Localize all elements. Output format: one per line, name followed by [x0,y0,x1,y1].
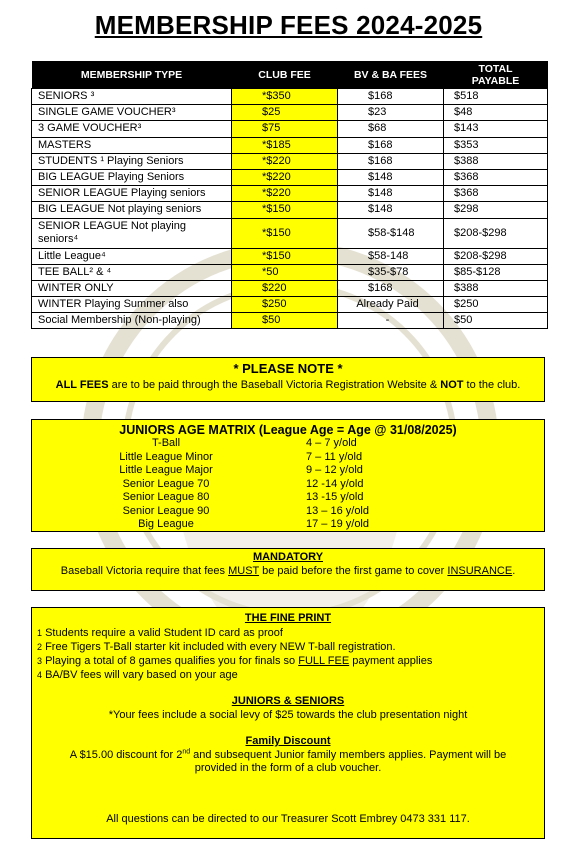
fine-print-title: THE FINE PRINT [244,612,332,624]
cell-bv-fees: $168 [338,280,444,296]
cell-membership-type: SENIOR LEAGUE Not playing seniors⁴ [32,218,232,248]
mandatory-text: Baseball Victoria require that fees MUST be paid before the first game to cover INSURANCE. [60,565,516,577]
juniors-seniors-title: JUNIORS & SENIORS [231,695,345,707]
matrix-row [32,491,544,505]
cell-total-payable: $50 [444,313,548,329]
please-note-box [31,357,545,402]
cell-bv-fees: $68 [338,121,444,137]
cell-total-payable: $518 [444,89,548,105]
mandatory-title: MANDATORY [252,551,324,563]
cell-club-fee: $75 [232,121,338,137]
table-row [32,297,548,313]
cell-bv-fees: $168 [338,137,444,153]
cell-club-fee: *$220 [232,169,338,185]
cell-bv-fees: $168 [338,153,444,169]
matrix-age: 17 – 19 y/old [306,518,369,530]
cell-membership-type: SENIOR LEAGUE Playing seniors [32,186,232,202]
cell-club-fee: *$350 [232,89,338,105]
matrix-league: T-Ball [151,437,181,449]
col-header-club-fee: CLUB FEE [232,61,338,89]
table-row [32,105,548,121]
cell-total-payable: $48 [444,105,548,121]
cell-club-fee: *$220 [232,186,338,202]
matrix-age: 7 – 11 y/old [306,450,363,463]
cell-club-fee: *$150 [232,202,338,218]
fine-print-item-2: 2 Free Tigers T-Ball starter kit included with every NEW T-ball registration. [37,641,396,653]
matrix-row [32,478,544,492]
matrix-league: Senior League 70 [122,477,210,490]
cell-bv-fees: $148 [338,202,444,218]
cell-membership-type: STUDENTS ¹ Playing Seniors [32,153,232,169]
cell-bv-fees: $148 [338,169,444,185]
cell-total-payable: $250 [444,297,548,313]
cell-total-payable: $388 [444,280,548,296]
table-row [32,186,548,202]
cell-club-fee: *$220 [232,153,338,169]
cell-membership-type: BIG LEAGUE Not playing seniors [32,202,232,218]
cell-total-payable: $298 [444,202,548,218]
family-discount-title: Family Discount [245,735,331,747]
cell-membership-type: SINGLE GAME VOUCHER³ [32,105,232,121]
table-row [32,248,548,264]
cell-total-payable: $368 [444,169,548,185]
cell-membership-type: SENIORS ³ [32,89,232,105]
juniors-seniors-text: *Your fees include a social levy of $25 towards the club presentation night [108,709,468,721]
matrix-league: Little League Minor [119,450,213,463]
cell-bv-fees: Already Paid [338,297,444,313]
matrix-league: Little League Major [119,464,213,476]
matrix-age: 13 – 16 y/old [306,504,369,517]
treasurer-contact: All questions can be directed to our Treasurer Scott Embrey 0473 331 117. [106,813,470,825]
matrix-row [32,464,544,478]
cell-total-payable: $85-$128 [444,264,548,280]
col-header-type: MEMBERSHIP TYPE [32,61,232,89]
matrix-age: 4 – 7 y/old [306,437,357,449]
cell-total-payable: $208-$298 [444,248,548,264]
cell-membership-type: WINTER ONLY [32,280,232,296]
cell-club-fee: *50 [232,264,338,280]
cell-club-fee: $25 [232,105,338,121]
table-row [32,153,548,169]
note-text: ALL FEES are to be paid through the Baseball Victoria Registration Website & NOT to the club. [55,379,521,391]
matrix-row [32,518,544,532]
col-header-total: TOTAL PAYABLE [444,61,548,89]
cell-membership-type: 3 GAME VOUCHER³ [32,121,232,137]
table-header-row [32,61,548,89]
cell-bv-fees: $168 [338,89,444,105]
juniors-age-matrix-box [31,419,545,532]
cell-bv-fees: $58-$148 [338,218,444,248]
cell-club-fee: $220 [232,280,338,296]
matrix-age: 9 – 12 y/old [306,464,363,476]
cell-total-payable: $143 [444,121,548,137]
matrix-league: Big League [138,518,194,530]
matrix-league: Senior League 80 [122,491,210,503]
fine-print-item-1: 1 Students require a valid Student ID card as proof [37,627,283,639]
matrix-age: 13 -15 y/old [306,491,364,503]
note-title: * PLEASE NOTE * [233,361,343,376]
matrix-row [32,505,544,519]
cell-bv-fees: $35-$78 [338,264,444,280]
cell-membership-type: Social Membership (Non-playing) [32,313,232,329]
cell-total-payable: $388 [444,153,548,169]
cell-total-payable: $368 [444,186,548,202]
cell-bv-fees: - [338,313,444,329]
cell-club-fee: *$150 [232,218,338,248]
cell-club-fee: $250 [232,297,338,313]
cell-total-payable: $353 [444,137,548,153]
membership-fees-table [31,61,548,329]
table-row [32,169,548,185]
matrix-row [32,451,544,465]
cell-club-fee: *$185 [232,137,338,153]
table-row [32,313,548,329]
cell-membership-type: BIG LEAGUE Playing Seniors [32,169,232,185]
cell-bv-fees: $23 [338,105,444,121]
table-row [32,121,548,137]
cell-club-fee: $50 [232,313,338,329]
table-row [32,137,548,153]
table-row [32,280,548,296]
matrix-league: Senior League 90 [122,504,210,517]
family-discount-text: A $15.00 discount for 2nd and subsequent Junior family members applies. Payment will be provided in the form of a club voucher. [69,748,507,774]
matrix-age: 12 -14 y/old [306,477,364,490]
fine-print-item-4: 4 BA/BV fees will vary based on your age [37,669,238,681]
matrix-row [32,437,544,451]
cell-bv-fees: $58-148 [338,248,444,264]
cell-membership-type: Little League⁴ [32,248,232,264]
cell-membership-type: WINTER Playing Summer also [32,297,232,313]
matrix-rows [32,437,544,532]
cell-bv-fees: $148 [338,186,444,202]
table-row [32,218,548,248]
cell-membership-type: TEE BALL² & ⁴ [32,264,232,280]
mandatory-box [31,548,545,591]
table-row [32,264,548,280]
table-row [32,89,548,105]
fine-print-item-3: 3 Playing a total of 8 games qualifies you for finals so FULL FEE payment applies [37,655,433,667]
fine-print-box [31,607,545,839]
col-header-bv-fees: BV & BA FEES [338,61,444,89]
matrix-title: JUNIORS AGE MATRIX (League Age = Age @ 31/08/2025) [119,423,457,437]
cell-club-fee: *$150 [232,248,338,264]
cell-total-payable: $208-$298 [444,218,548,248]
table-row [32,202,548,218]
page-title: MEMBERSHIP FEES 2024-2025 [94,10,483,40]
cell-membership-type: MASTERS [32,137,232,153]
